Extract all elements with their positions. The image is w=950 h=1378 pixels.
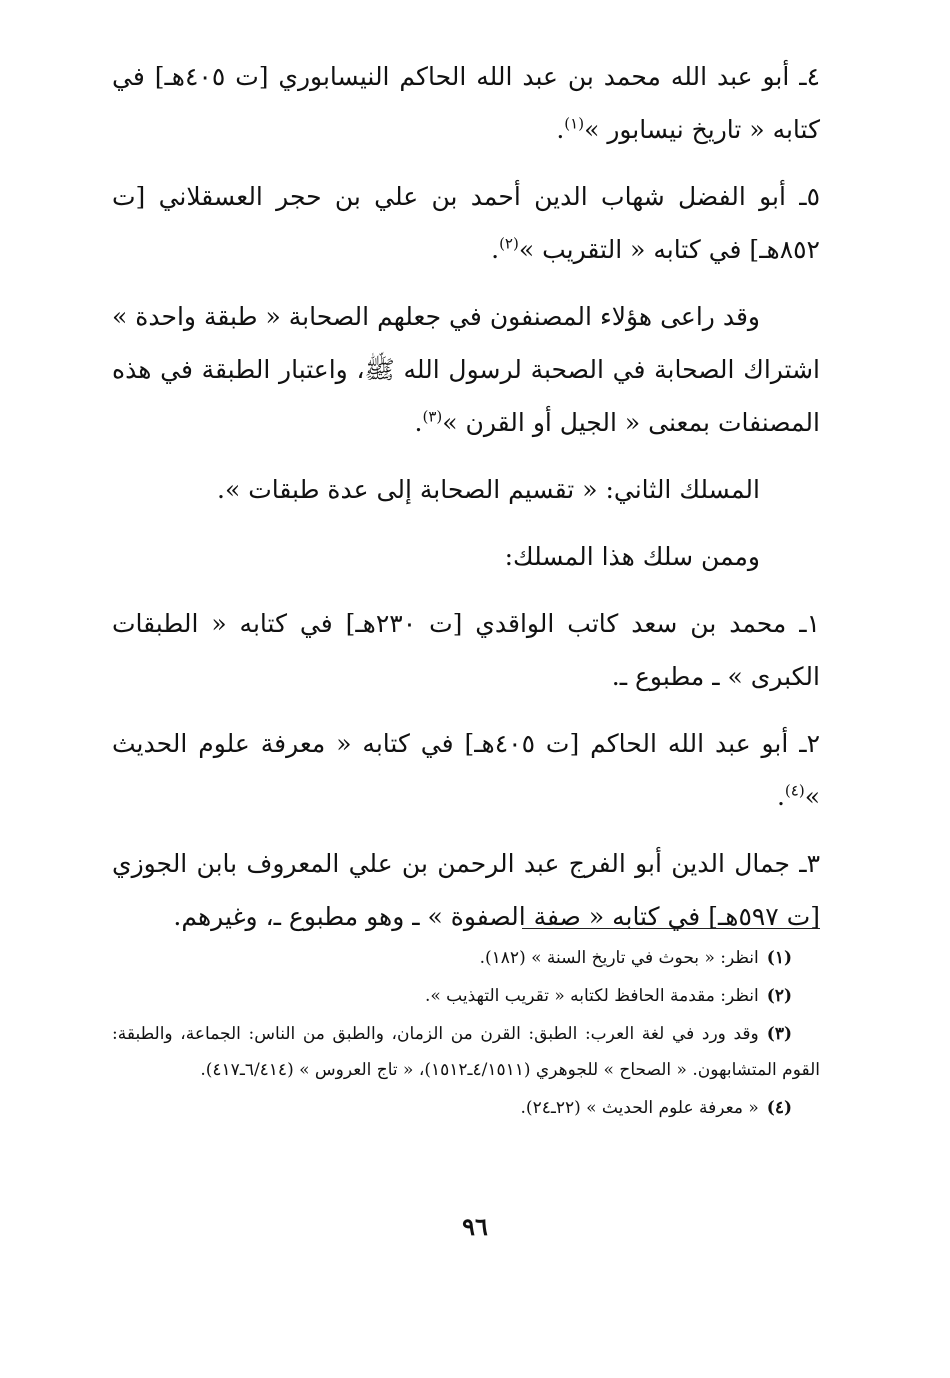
footnote-text: انظر: « بحوث في تاريخ السنة » (١٨٢). xyxy=(479,948,759,968)
paragraph-text: ١ـ محمد بن سعد كاتب الواقدي [ت ٢٣٠هـ] في كتابه « الطبقات الكبرى » ـ مطبوع ـ. xyxy=(112,609,820,691)
footnote-number: (٤) xyxy=(766,1098,792,1118)
paragraph-end: . xyxy=(776,782,785,811)
paragraph-text: وقد راعى هؤلاء المصنفون في جعلهم الصحابة « طبقة واحدة » اشتراك الصحابة في الصحبة لرسول الله ﷺ، واعتبار الطبقة في هذه المصنفات بمعنى « الجيل أو القرن » xyxy=(112,302,820,437)
footnote-ref[interactable]: (١) xyxy=(564,114,585,133)
paragraph-text: ٢ـ أبو عبد الله الحاكم [ت ٤٠٥هـ] في كتابه « معرفة علوم الحديث » xyxy=(112,729,820,811)
paragraph-observation xyxy=(112,290,820,449)
footnote-ref[interactable]: (٤) xyxy=(784,781,805,800)
footnote-3 xyxy=(112,1016,820,1088)
footnote-4 xyxy=(112,1090,820,1126)
section-heading xyxy=(112,463,820,516)
paragraph-text: ٣ـ جمال الدين أبو الفرج عبد الرحمن بن علي المعروف بابن الجوزي [ت ٥٩٧هـ] في كتابه « صفة الصفوة » ـ وهو مطبوع ـ، وغيرهم. xyxy=(112,849,820,931)
footnote-number: (٢) xyxy=(766,986,792,1006)
paragraph-item-5 xyxy=(112,170,820,276)
footnote-text: انظر: مقدمة الحافظ لكتابه « تقريب التهذيب ». xyxy=(424,986,759,1006)
paragraph-intro xyxy=(112,530,820,583)
footnote-2 xyxy=(112,978,820,1014)
footnote-ref[interactable]: (٣) xyxy=(422,407,443,426)
paragraph-text: ٤ـ أبو عبد الله محمد بن عبد الله الحاكم النيسابوري [ت ٤٠٥هـ] في كتابه « تاريخ نيسابور » xyxy=(112,62,820,144)
paragraph-text: ٥ـ أبو الفضل شهاب الدين أحمد بن علي بن حجر العسقلاني [ت ٨٥٢هـ] في كتابه « التقريب » xyxy=(112,182,820,264)
footnote-number: (١) xyxy=(766,948,792,968)
footnotes xyxy=(112,940,820,1128)
page-number: ٩٦ xyxy=(462,1212,488,1241)
footnote-text: « معرفة علوم الحديث » (٢٢ـ٢٤). xyxy=(520,1098,759,1118)
paragraph-item-1 xyxy=(112,597,820,703)
footnote-1 xyxy=(112,940,820,976)
paragraph-end: . xyxy=(491,235,500,264)
paragraph-item-2 xyxy=(112,717,820,823)
footnote-number: (٣) xyxy=(766,1024,792,1044)
paragraph-end: . xyxy=(556,115,565,144)
main-text xyxy=(112,50,820,957)
paragraph-text: وممن سلك هذا المسلك: xyxy=(504,542,760,571)
footnote-text: وقد ورد في لغة العرب: الطبق: القرن من الزمان، والطبق من الناس: الجماعة، والطبقة: القوم المتشابهون. « الصحاح » للجوهري (٤/١٥١١ـ١٥١٢)، « تاج العروس » (٦/٤١٤ـ٤١٧). xyxy=(112,1024,820,1080)
footnote-ref[interactable]: (٢) xyxy=(499,234,519,253)
footnote-divider xyxy=(522,928,820,929)
paragraph-text: المسلك الثاني: « تقسيم الصحابة إلى عدة طبقات ». xyxy=(217,475,760,504)
paragraph-item-4 xyxy=(112,50,820,156)
paragraph-end: . xyxy=(414,408,423,437)
